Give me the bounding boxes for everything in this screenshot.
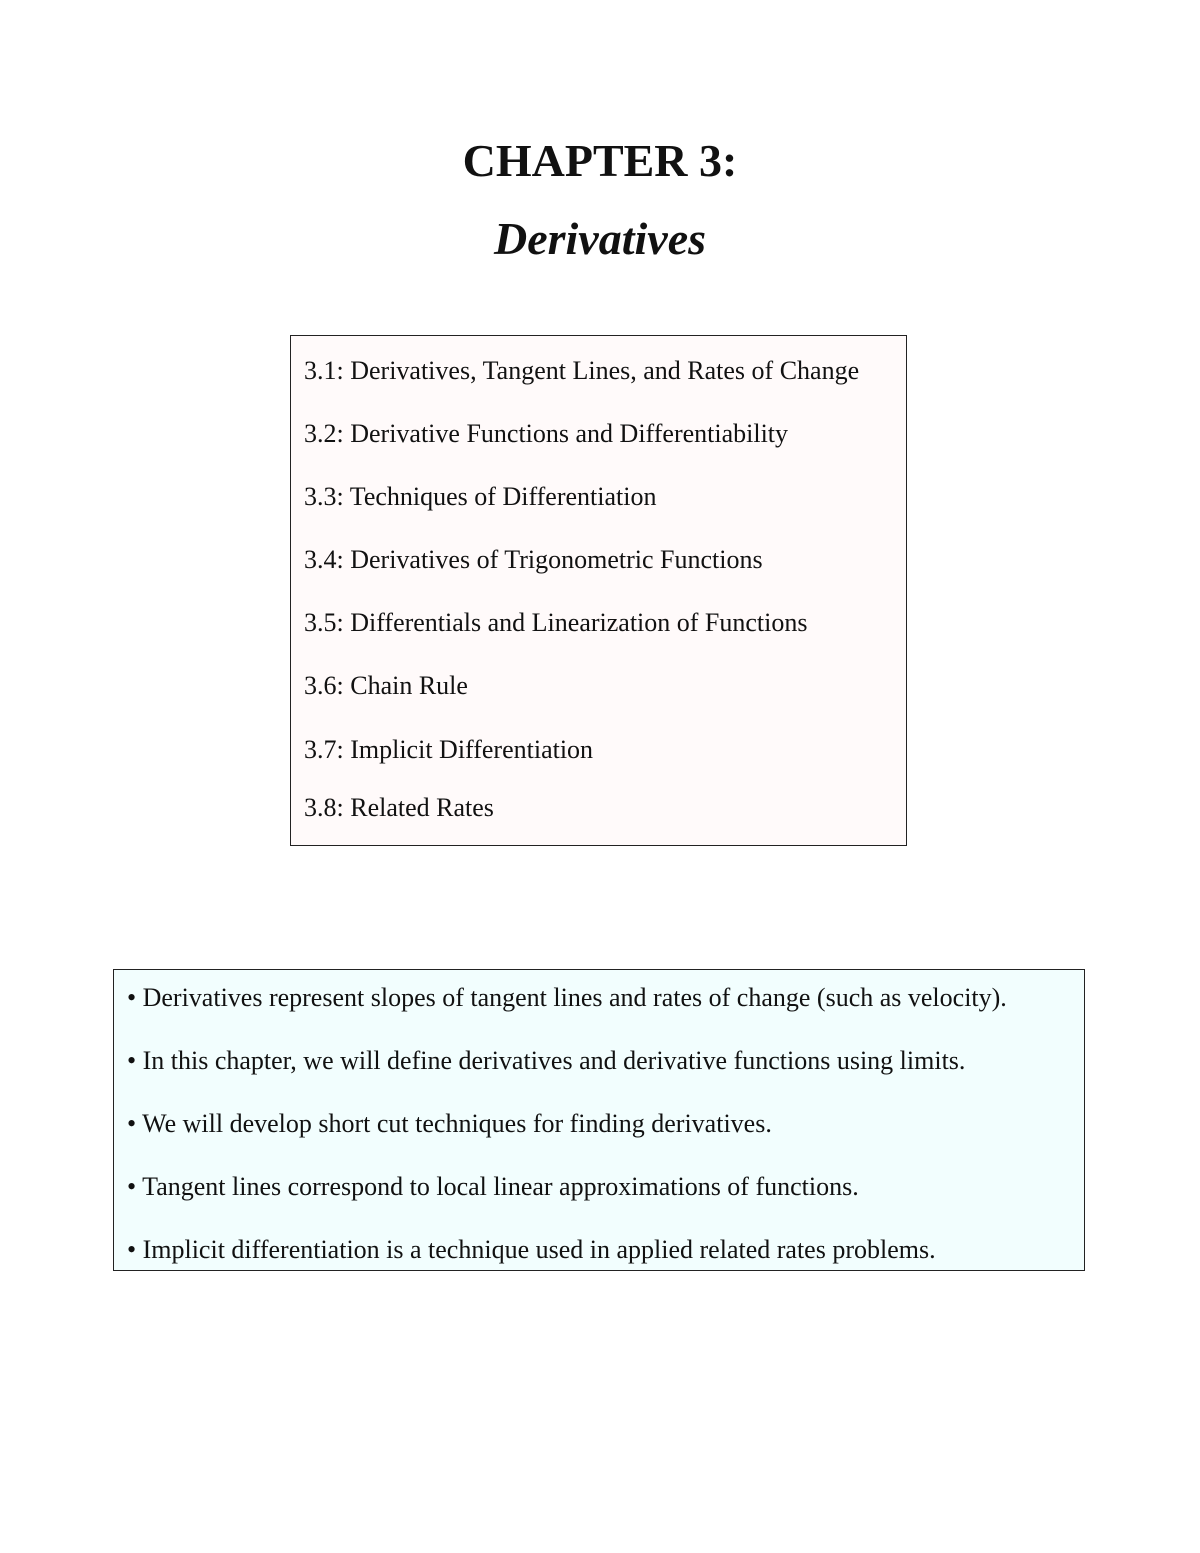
summary-bullet: • We will develop short cut techniques for finding derivatives. [127,1109,772,1138]
summary-bullet: • Implicit differentiation is a technique used in applied related rates problems. [127,1235,936,1264]
table-of-contents [290,335,907,846]
toc-item-3-3: 3.3: Techniques of Differentiation [304,482,657,511]
toc-item-3-7: 3.7: Implicit Differentiation [304,735,594,764]
toc-item-3-4: 3.4: Derivatives of Trigonometric Functions [304,545,763,574]
toc-item-3-6: 3.6: Chain Rule [304,671,468,700]
summary-bullet: • Tangent lines correspond to local linear approximations of functions. [127,1172,859,1201]
toc-item-3-1: 3.1: Derivatives, Tangent Lines, and Rates of Change [304,356,860,385]
summary-bullet: • In this chapter, we will define derivatives and derivative functions using limits. [127,1046,966,1075]
toc-item-3-5: 3.5: Differentials and Linearization of Functions [304,608,808,637]
chapter-subtitle: Derivatives [493,213,707,264]
chapter-title: CHAPTER 3: [462,135,738,186]
toc-item-3-2: 3.2: Derivative Functions and Differentiability [304,419,789,448]
toc-item-3-8: 3.8: Related Rates [304,793,494,822]
chapter-summary [113,969,1085,1271]
summary-bullet: • Derivatives represent slopes of tangent lines and rates of change (such as velocity). [127,983,1007,1012]
